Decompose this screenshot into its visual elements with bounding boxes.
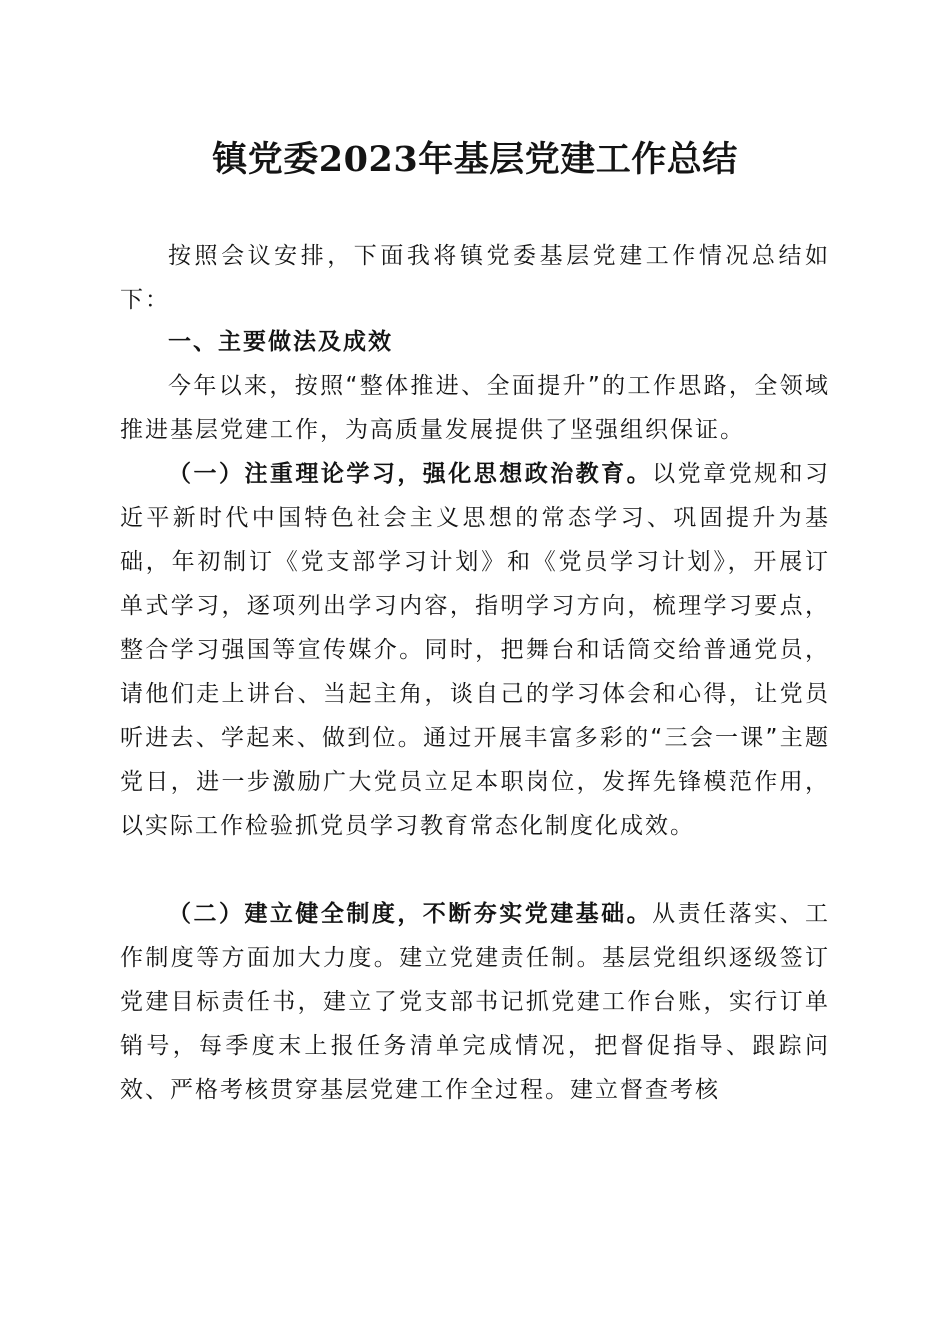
subsection-2-title: （二）建立健全制度，不断夯实党建基础。 (168, 901, 653, 927)
subsection-1-title: （一）注重理论学习，强化思想政治教育。 (168, 461, 653, 487)
subsection-1-body: 以党章党规和习近平新时代中国特色社会主义思想的常态学习、巩固提升为基础，年初制订《党支部学习计划》和《党员学习计划》，开展订单式学习，逐项列出学习内容，指明学习方向，梳理学习要点，整合学习强国等宣传媒介。同时，把舞台和话筒交给普通党员，请他们走上讲台、当起主角，谈自己的学习体会和心得，让党员听进去、学起来、做到位。通过开展丰富多彩的“三会一课”主题党日，进一步激励广大党员立足本职岗位，发挥先锋模范作用，以实际工作检验抓党员学习教育常态化制度化成效。 (120, 461, 831, 839)
subsection-2-paragraph (120, 892, 830, 1112)
intro-paragraph: 按照会议安排，下面我将镇党委基层党建工作情况总结如下： (120, 243, 830, 313)
document-title: 镇党委2023年基层党建工作总结 (212, 139, 738, 180)
section-heading: 一、主要做法及成效 (168, 329, 393, 355)
subsection-1-paragraph (120, 452, 830, 848)
section-intro-paragraph: 今年以来，按照“整体推进、全面提升”的工作思路，全领域推进基层党建工作，为高质量发展提供了坚强组织保证。 (120, 373, 830, 443)
subsection-2-body: 从责任落实、工作制度等方面加大力度。建立党建责任制。基层党组织逐级签订党建目标责任书，建立了党支部书记抓党建工作台账，实行订单销号，每季度末上报任务清单完成情况，把督促指导、跟踪问效、严格考核贯穿基层党建工作全过程。建立督查考核 (120, 901, 831, 1103)
